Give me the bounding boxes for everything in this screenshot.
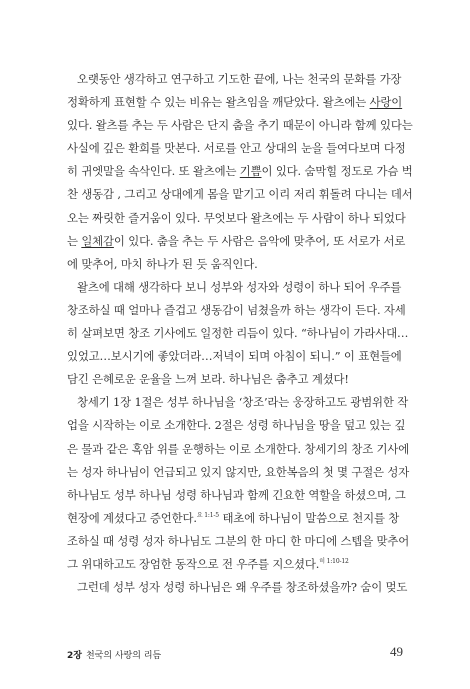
text-line: 있다. 왈츠를 추는 두 사람은 단지 춤을 추기 때문이 아니라 함께 있다는: [67, 118, 413, 133]
chapter-number: 2장: [67, 651, 82, 661]
text-line: 하나님도 성부 하나님 성령 하나님과 함께 긴요한 역할을 하셨으며, 그: [67, 487, 406, 502]
text-line: 찬 생동감 , 그리고 상대에게 몸을 맡기고 이리 저리 휘돌려 다니는 데서: [67, 187, 413, 202]
text-line: 은 물과 같은 혹암 위를 운행하는 이로 소개한다. 창세기의 창조 기사에: [67, 441, 410, 456]
scripture-reference: 히 1:10-12: [319, 557, 349, 565]
text-line: 는 일체감이 있다. 춤을 추는 두 사람은 음악에 맞추어, 또 서로가 서로: [67, 233, 406, 248]
page-number: 49: [390, 644, 403, 659]
text-line: 그 위대하고도 장엄한 동작으로 전 우주를 지으셨다.$^{히 1:10-12}$: [67, 556, 349, 571]
chapter-title: 천국의 사랑의 리듬: [85, 651, 162, 661]
text-line: 사실에 깊은 환희를 맛본다. 서로를 안고 상대의 눈을 들여다보며 다정: [67, 141, 406, 156]
text-line: 는 성자 하나님이 언급되고 있지 않지만, 요한복음의 첫 몇 구절은 성자: [67, 464, 410, 479]
scripture-reference: 요 1:1-5: [196, 511, 219, 519]
text-line: 창세기 1장 1절은 성부 하나님을 ‘창조’라는 웅장하고도 광범위한 작: [77, 395, 409, 410]
text-line: 조하실 때 성령 성자 하나님도 그분의 한 마디 한 마디에 스텝을 맞추어: [67, 533, 410, 548]
text-line: 에 맞추어, 마치 하나가 된 듯 움직인다.: [67, 256, 258, 271]
text-line: 업을 시작하는 이로 소개한다. 2절은 성령 하나님을 땅을 덮고 있는 깊: [67, 418, 406, 433]
text-line: 오는 짜릿한 즐거움이 있다. 무엇보다 왈츠에는 두 사람이 하나 되었다: [67, 210, 406, 225]
underlined-word: 사랑이: [369, 95, 403, 110]
text-line: 그런데 성부 성자 성령 하나님은 왜 우주를 창조하셨을까? 숨이 멎도: [77, 580, 408, 595]
text-line: 있었고…보시기에 좋았더라…저녁이 되며 아침이 되니.” 이 표현들에: [67, 349, 402, 364]
text-line: 오랫동안 생각하고 연구하고 기도한 끝에, 나는 천국의 문화를 가장: [77, 72, 402, 86]
text-line: 히 귀엣말을 속삭인다. 또 왈츠에는 기쁨이 있다. 숨막힐 정도로 가슴 벅: [67, 164, 413, 179]
body-text: [67, 68, 415, 599]
underlined-word: 기쁨: [239, 164, 262, 179]
underlined-word: 일체감: [81, 233, 114, 248]
text-line: 히 살펴보면 창조 기사에도 일정한 리듬이 있다. “하나님이 가라사대…: [67, 326, 409, 341]
running-footer: [67, 648, 161, 661]
text-line: 정확하게 표현할 수 있는 비유는 왈츠임을 깨닫았다. 왈츠에는 사랑이: [67, 95, 403, 110]
text-line: 창조하실 때 얼마나 즐겁고 생동감이 넘쳤을까 하는 생각이 든다. 자세: [67, 302, 406, 317]
page-footer: [67, 646, 403, 662]
text-line: 담긴 은혜로운 운율을 느껴 보라. 하나님은 춤추고 계셨다!: [67, 372, 349, 387]
text-line: 왈츠에 대해 생각하다 보니 성부와 성자와 성령이 하나 되어 우주를: [77, 279, 402, 294]
text-line: 현장에 계셨다고 증언한다.$^{요 1:1-5}$ 태초에 하나님이 말씀으로 천지를 창: [67, 510, 400, 525]
